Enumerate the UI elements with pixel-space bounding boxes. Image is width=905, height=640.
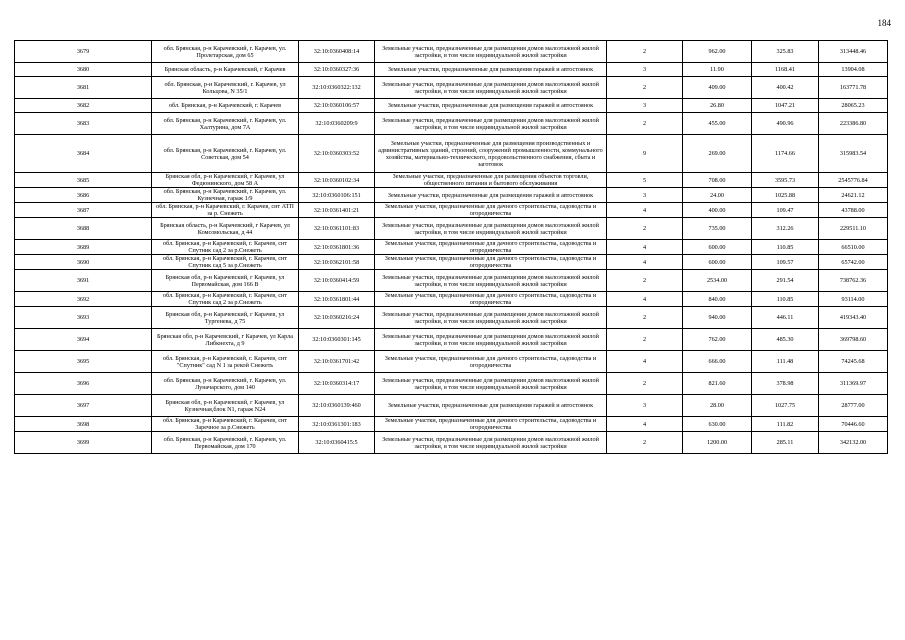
row-land-use: Земельные участки, предназначенные для дачного строительства, садоводства и огородничества bbox=[375, 351, 607, 373]
registry-table bbox=[14, 40, 888, 454]
row-cadastral-value: 163771.78 bbox=[819, 77, 888, 99]
row-land-use: Земельные участки, предназначенные для размещения гаражей и автостоянок bbox=[375, 188, 607, 203]
row-specific-value: 109.47 bbox=[752, 203, 819, 218]
row-group: 2 bbox=[607, 218, 683, 240]
row-address: обл. Брянская, р-н Карачевский, г. Карачев, ул Кольцова, N 35/1 bbox=[152, 77, 299, 99]
row-cadastral-number: 32:10:0360216:24 bbox=[299, 307, 375, 329]
row-specific-value: 325.83 bbox=[752, 41, 819, 63]
row-land-use: Земельные участки, предназначенные для размещения домов малоэтажной жилой застройки, в том числе индивидуальной жилой застройки bbox=[375, 77, 607, 99]
row-address: Брянская область, р-н Карачевский, г Карачев bbox=[152, 63, 299, 77]
table-row bbox=[15, 218, 888, 240]
row-group: 4 bbox=[607, 292, 683, 307]
row-area: 269.00 bbox=[683, 135, 752, 173]
row-group: 2 bbox=[607, 307, 683, 329]
row-specific-value: 111.82 bbox=[752, 417, 819, 432]
row-area: 962.00 bbox=[683, 41, 752, 63]
row-address: Брянская обл, р-н Карачевский, г Карачев, ул Кузнечная,блок N1, гараж N24 bbox=[152, 395, 299, 417]
table-row bbox=[15, 203, 888, 218]
row-cadastral-value: 66510.00 bbox=[819, 240, 888, 255]
row-address: Брянская обл, р-н Карачевский, г Карачев, ул Федюнинского, дом 58 А bbox=[152, 173, 299, 188]
row-group: 2 bbox=[607, 113, 683, 135]
row-cadastral-number: 32:10:0360301:145 bbox=[299, 329, 375, 351]
row-group: 4 bbox=[607, 203, 683, 218]
row-land-use: Земельные участки, предназначенные для размещения домов малоэтажной жилой застройки, в том числе индивидуальной жилой застройки bbox=[375, 373, 607, 395]
row-cadastral-value: 738762.36 bbox=[819, 270, 888, 292]
row-cadastral-value: 313448.46 bbox=[819, 41, 888, 63]
row-cadastral-value: 70446.60 bbox=[819, 417, 888, 432]
row-number: 3683 bbox=[15, 113, 152, 135]
row-cadastral-number: 32:10:0360303:52 bbox=[299, 135, 375, 173]
row-specific-value: 291.54 bbox=[752, 270, 819, 292]
row-address: обл. Брянская, р-н Карачевский, г. Карачев, снт Заречное за р.Снежеть bbox=[152, 417, 299, 432]
row-area: 708.00 bbox=[683, 173, 752, 188]
row-land-use: Земельные участки, предназначенные для дачного строительства, садоводства и огородничества bbox=[375, 240, 607, 255]
row-group: 2 bbox=[607, 373, 683, 395]
row-group: 2 bbox=[607, 270, 683, 292]
row-cadastral-value: 43788.00 bbox=[819, 203, 888, 218]
row-area: 1200.00 bbox=[683, 432, 752, 454]
row-cadastral-number: 32:10:0361701:42 bbox=[299, 351, 375, 373]
row-area: 26.80 bbox=[683, 99, 752, 113]
row-cadastral-value: 229511.10 bbox=[819, 218, 888, 240]
row-cadastral-number: 32:10:0361101:83 bbox=[299, 218, 375, 240]
row-land-use: Земельные участки, предназначенные для размещения домов малоэтажной жилой застройки, в том числе индивидуальной жилой застройки bbox=[375, 432, 607, 454]
row-land-use: Земельные участки, предназначенные для дачного строительства, садоводства и огородничества bbox=[375, 255, 607, 270]
row-specific-value: 446.11 bbox=[752, 307, 819, 329]
row-number: 3697 bbox=[15, 395, 152, 417]
row-number: 3693 bbox=[15, 307, 152, 329]
table-row bbox=[15, 255, 888, 270]
table-row bbox=[15, 395, 888, 417]
row-cadastral-value: 24621.12 bbox=[819, 188, 888, 203]
row-area: 735.00 bbox=[683, 218, 752, 240]
table-row bbox=[15, 307, 888, 329]
row-cadastral-value: 28065.23 bbox=[819, 99, 888, 113]
row-number: 3689 bbox=[15, 240, 152, 255]
row-number: 3691 bbox=[15, 270, 152, 292]
table-row bbox=[15, 417, 888, 432]
row-address: Брянская область, р-н Карачевский, г Карачев, ул Комсомольская, д 44 bbox=[152, 218, 299, 240]
row-area: 630.00 bbox=[683, 417, 752, 432]
table-row bbox=[15, 292, 888, 307]
table-row bbox=[15, 63, 888, 77]
row-cadastral-number: 32:10:0361401:21 bbox=[299, 203, 375, 218]
row-number: 3687 bbox=[15, 203, 152, 218]
row-area: 409.00 bbox=[683, 77, 752, 99]
row-cadastral-value: 93114.00 bbox=[819, 292, 888, 307]
row-cadastral-number: 32:10:0360327:36 bbox=[299, 63, 375, 77]
row-number: 3681 bbox=[15, 77, 152, 99]
row-number: 3692 bbox=[15, 292, 152, 307]
row-area: 940.00 bbox=[683, 307, 752, 329]
row-address: обл. Брянская, р-н Карачевский, г. Карачев, снт Спутник сад 2 за р.Снежеть bbox=[152, 292, 299, 307]
row-group: 3 bbox=[607, 63, 683, 77]
row-specific-value: 285.11 bbox=[752, 432, 819, 454]
row-specific-value: 378.98 bbox=[752, 373, 819, 395]
row-address: обл. Брянская, р-н Карачевский, г. Карачев bbox=[152, 99, 299, 113]
row-cadastral-number: 32:10:0360415:5 bbox=[299, 432, 375, 454]
table-row bbox=[15, 173, 888, 188]
row-area: 821.60 bbox=[683, 373, 752, 395]
row-cadastral-number: 32:10:0362101:58 bbox=[299, 255, 375, 270]
row-specific-value: 1168.41 bbox=[752, 63, 819, 77]
table-row bbox=[15, 351, 888, 373]
row-number: 3685 bbox=[15, 173, 152, 188]
table-row bbox=[15, 432, 888, 454]
row-land-use: Земельные участки, предназначенные для размещения домов малоэтажной жилой застройки, в том числе индивидуальной жилой застройки bbox=[375, 218, 607, 240]
row-address: Брянская обл, р-н Карачевский, г Карачев, ул Тургенева, д 75 bbox=[152, 307, 299, 329]
row-land-use: Земельные участки, предназначенные для дачного строительства, садоводства и огородничества bbox=[375, 417, 607, 432]
row-address: обл. Брянская, р-н Карачевский, г. Карачев, снт АТП за р. Снежеть bbox=[152, 203, 299, 218]
row-area: 600.00 bbox=[683, 255, 752, 270]
row-specific-value: 3595.73 bbox=[752, 173, 819, 188]
row-address: обл. Брянская, р-н Карачевский, г. Карачев, ул. Советская, дом 54 bbox=[152, 135, 299, 173]
row-group: 4 bbox=[607, 351, 683, 373]
row-number: 3694 bbox=[15, 329, 152, 351]
table-body bbox=[15, 41, 888, 454]
row-address: обл. Брянская, р-н Карачевский, г. Карачев, ул. Пролетарская, дом 65 bbox=[152, 41, 299, 63]
table-row bbox=[15, 373, 888, 395]
row-specific-value: 110.85 bbox=[752, 240, 819, 255]
row-group: 3 bbox=[607, 188, 683, 203]
row-cadastral-number: 32:10:0360106:57 bbox=[299, 99, 375, 113]
page-number: 184 bbox=[877, 18, 891, 28]
row-number: 3680 bbox=[15, 63, 152, 77]
row-cadastral-number: 32:10:0360209:9 bbox=[299, 113, 375, 135]
row-cadastral-value: 311369.97 bbox=[819, 373, 888, 395]
row-cadastral-value: 13904.08 bbox=[819, 63, 888, 77]
row-specific-value: 1027.75 bbox=[752, 395, 819, 417]
row-address: обл. Брянская, р-н Карачевский, г. Карачев, ул. Кузнечная, гараж 1/9 bbox=[152, 188, 299, 203]
row-area: 455.00 bbox=[683, 113, 752, 135]
row-group: 3 bbox=[607, 99, 683, 113]
row-area: 400.00 bbox=[683, 203, 752, 218]
row-land-use: Земельные участки, предназначенные для размещения домов малоэтажной жилой застройки, в том числе индивидуальной жилой застройки bbox=[375, 307, 607, 329]
row-number: 3679 bbox=[15, 41, 152, 63]
row-specific-value: 1047.21 bbox=[752, 99, 819, 113]
row-specific-value: 400.42 bbox=[752, 77, 819, 99]
row-cadastral-number: 32:10:0361801:44 bbox=[299, 292, 375, 307]
row-address: обл. Брянская, р-н Карачевский, г. Карачев, снт Спутник сад 2 за р.Снежеть bbox=[152, 240, 299, 255]
table-row bbox=[15, 113, 888, 135]
row-cadastral-value: 369798.60 bbox=[819, 329, 888, 351]
row-land-use: Земельные участки, предназначенные для размещения гаражей и автостоянок bbox=[375, 395, 607, 417]
table-row bbox=[15, 240, 888, 255]
row-specific-value: 1174.66 bbox=[752, 135, 819, 173]
row-land-use: Земельные участки, предназначенные для дачного строительства, садоводства и огородничества bbox=[375, 292, 607, 307]
row-group: 2 bbox=[607, 432, 683, 454]
row-address: обл. Брянская, р-н Карачевский, г. Карачев, ул. Луначарского, дом 140 bbox=[152, 373, 299, 395]
table-row bbox=[15, 329, 888, 351]
row-area: 2534.00 bbox=[683, 270, 752, 292]
row-specific-value: 111.48 bbox=[752, 351, 819, 373]
row-number: 3684 bbox=[15, 135, 152, 173]
row-number: 3682 bbox=[15, 99, 152, 113]
row-specific-value: 490.96 bbox=[752, 113, 819, 135]
row-specific-value: 485.30 bbox=[752, 329, 819, 351]
row-group: 3 bbox=[607, 395, 683, 417]
row-cadastral-value: 74245.68 bbox=[819, 351, 888, 373]
row-cadastral-value: 419343.40 bbox=[819, 307, 888, 329]
table-row bbox=[15, 188, 888, 203]
row-cadastral-number: 32:10:0360322:132 bbox=[299, 77, 375, 99]
row-number: 3695 bbox=[15, 351, 152, 373]
row-group: 2 bbox=[607, 77, 683, 99]
row-cadastral-number: 32:10:0360414:59 bbox=[299, 270, 375, 292]
row-cadastral-number: 32:10:0360102:34 bbox=[299, 173, 375, 188]
row-cadastral-value: 315983.54 bbox=[819, 135, 888, 173]
row-area: 840.00 bbox=[683, 292, 752, 307]
row-address: обл. Брянская, р-н Карачевский, г. Карачев, снт "Спутник" сад N 1 за рекой Снежеть bbox=[152, 351, 299, 373]
row-cadastral-number: 32:10:0361801:36 bbox=[299, 240, 375, 255]
row-specific-value: 312.26 bbox=[752, 218, 819, 240]
row-land-use: Земельные участки, предназначенные для размещения производственных и административных зданий, строений, сооружений промышленности, коммунального хозяйства, материально-технического, продовольственного снабжения, сбыта и заготовок bbox=[375, 135, 607, 173]
row-number: 3690 bbox=[15, 255, 152, 270]
row-number: 3686 bbox=[15, 188, 152, 203]
row-group: 9 bbox=[607, 135, 683, 173]
row-cadastral-value: 223386.80 bbox=[819, 113, 888, 135]
row-address: Брянская обл, р-н Карачевский, г Карачев, ул Карла Либкнехта, д 9 bbox=[152, 329, 299, 351]
row-cadastral-number: 32:10:0360408:14 bbox=[299, 41, 375, 63]
row-cadastral-value: 28777.00 bbox=[819, 395, 888, 417]
row-cadastral-value: 65742.00 bbox=[819, 255, 888, 270]
row-area: 666.00 bbox=[683, 351, 752, 373]
row-number: 3696 bbox=[15, 373, 152, 395]
row-area: 24.00 bbox=[683, 188, 752, 203]
row-land-use: Земельные участки, предназначенные для размещения гаражей и автостоянок bbox=[375, 99, 607, 113]
row-cadastral-value: 342132.00 bbox=[819, 432, 888, 454]
row-area: 28.00 bbox=[683, 395, 752, 417]
row-group: 5 bbox=[607, 173, 683, 188]
row-cadastral-number: 32:10:0361301:183 bbox=[299, 417, 375, 432]
row-specific-value: 1025.88 bbox=[752, 188, 819, 203]
row-land-use: Земельные участки, предназначенные для дачного строительства, садоводства и огородничества bbox=[375, 203, 607, 218]
row-cadastral-value: 2545776.84 bbox=[819, 173, 888, 188]
row-number: 3699 bbox=[15, 432, 152, 454]
row-land-use: Земельные участки, предназначенные для размещения гаражей и автостоянок bbox=[375, 63, 607, 77]
row-area: 600.00 bbox=[683, 240, 752, 255]
row-address: обл. Брянская, р-н Карачевский, г. Карачев, ул. Халтурина, дом 7А bbox=[152, 113, 299, 135]
row-number: 3688 bbox=[15, 218, 152, 240]
table-row bbox=[15, 99, 888, 113]
row-specific-value: 110.85 bbox=[752, 292, 819, 307]
row-group: 2 bbox=[607, 41, 683, 63]
row-area: 762.00 bbox=[683, 329, 752, 351]
row-specific-value: 109.57 bbox=[752, 255, 819, 270]
row-cadastral-number: 32:10:0360139:460 bbox=[299, 395, 375, 417]
row-land-use: Земельные участки, предназначенные для размещения домов малоэтажной жилой застройки, в том числе индивидуальной жилой застройки bbox=[375, 270, 607, 292]
row-land-use: Земельные участки, предназначенные для размещения объектов торговли, общественного питания и бытового обслуживания bbox=[375, 173, 607, 188]
row-cadastral-number: 32:10:0360106:151 bbox=[299, 188, 375, 203]
row-group: 4 bbox=[607, 417, 683, 432]
row-cadastral-number: 32:10:0360314:17 bbox=[299, 373, 375, 395]
table-row bbox=[15, 135, 888, 173]
table-row bbox=[15, 270, 888, 292]
row-land-use: Земельные участки, предназначенные для размещения домов малоэтажной жилой застройки, в том числе индивидуальной жилой застройки bbox=[375, 41, 607, 63]
row-address: Брянская обл, р-н Карачевский, г Карачев, ул Первомайская, дом 166 В bbox=[152, 270, 299, 292]
row-number: 3698 bbox=[15, 417, 152, 432]
table-row bbox=[15, 77, 888, 99]
row-group: 4 bbox=[607, 255, 683, 270]
row-land-use: Земельные участки, предназначенные для размещения домов малоэтажной жилой застройки, в том числе индивидуальной жилой застройки bbox=[375, 329, 607, 351]
row-group: 2 bbox=[607, 329, 683, 351]
row-address: обл. Брянская, р-н Карачевский, г. Карачев, снт Спутник сад 5 за р.Снежеть bbox=[152, 255, 299, 270]
row-address: обл. Брянская, р-н Карачевский, г. Карачев, ул. Первомайская, дом 170 bbox=[152, 432, 299, 454]
row-land-use: Земельные участки, предназначенные для размещения домов малоэтажной жилой застройки, в том числе индивидуальной жилой застройки bbox=[375, 113, 607, 135]
table-row bbox=[15, 41, 888, 63]
row-area: 11.90 bbox=[683, 63, 752, 77]
row-group: 4 bbox=[607, 240, 683, 255]
